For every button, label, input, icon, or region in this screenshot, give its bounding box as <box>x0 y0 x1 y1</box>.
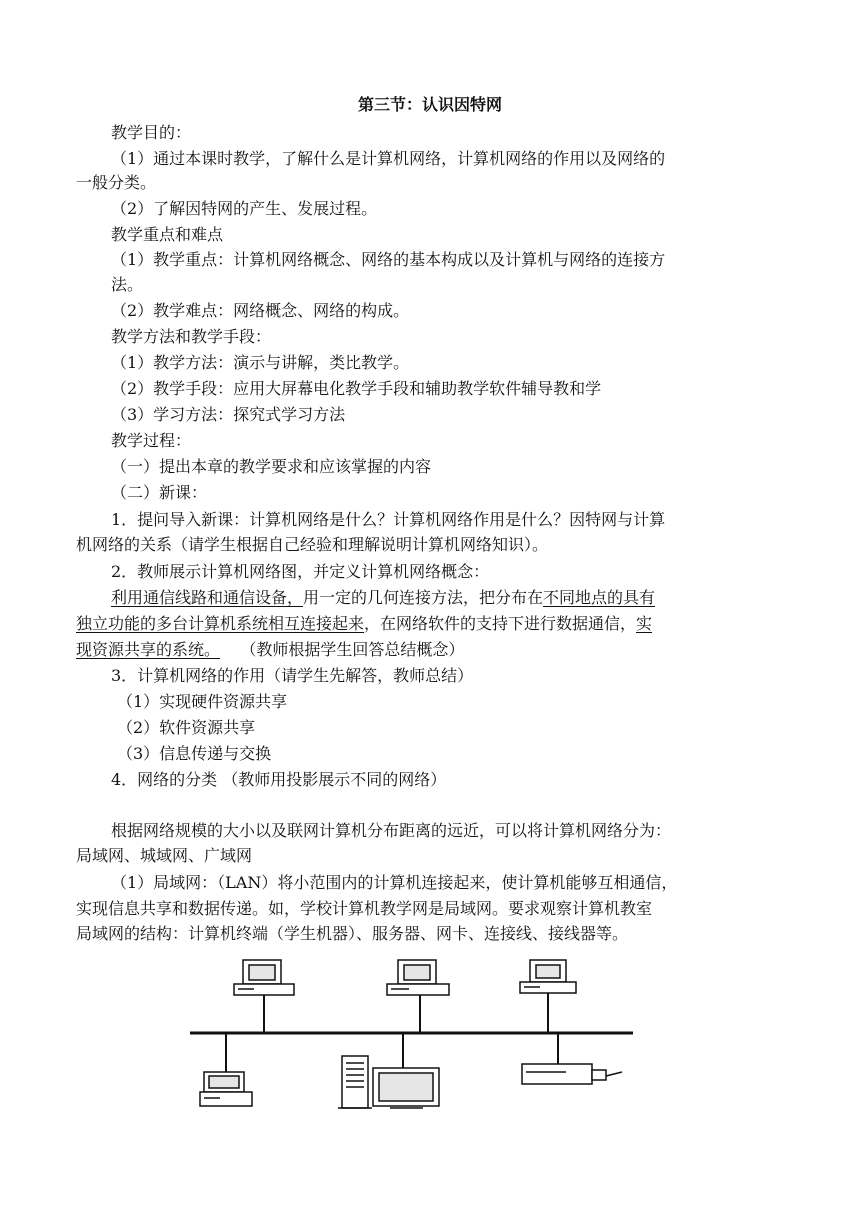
text-line: （1）教学方法：演示与讲解，类比教学。 <box>111 353 410 372</box>
text-line: 4．网络的分类 （教师用投影展示不同的网络） <box>111 770 447 789</box>
text-line: （3）信息传递与交换 <box>117 744 272 763</box>
section-title: 第三节：认识因特网 <box>357 95 502 114</box>
text-line: （2）软件资源共享 <box>117 718 256 737</box>
text-line: 教学方法和教学手段： <box>111 327 272 346</box>
monitor-icon <box>373 1068 439 1108</box>
definition-underline: 不同地点的具有 <box>543 588 656 607</box>
definition-underline: 独立功能的多台计算机系统相互连接起来 <box>76 614 365 633</box>
text-line: 3．计算机网络的作用（请学生先解答，教师总结） <box>111 666 474 685</box>
definition-underline: 利用通信线路和通信设备， <box>111 588 304 607</box>
server-icon <box>338 1056 372 1108</box>
text-line: （2）教学难点：网络概念、网络的构成。 <box>111 301 410 320</box>
text-line: （一）提出本章的教学要求和应该掌握的内容 <box>111 457 432 476</box>
printer-icon <box>522 1064 622 1084</box>
computer-icon <box>387 960 449 995</box>
lan-network-diagram <box>180 950 650 1120</box>
text-line: （2）教学手段：应用大屏幕电化教学手段和辅助教学软件辅导教和学 <box>111 379 602 398</box>
text-line: 教学目的： <box>111 123 192 142</box>
text-line: 机网络的关系（请学生根据自己经验和理解说明计算机网络知识）。 <box>76 535 549 554</box>
text-line: （1）局域网：（LAN）将小范围内的计算机连接起来，使计算机能够互相通信， <box>111 873 678 892</box>
text-line: 教学过程： <box>111 431 192 450</box>
text-line: （1）教学重点：计算机网络概念、网络的基本构成以及计算机与网络的连接方 <box>111 250 666 269</box>
text-line: 法。 <box>111 275 144 294</box>
text-line: 教学重点和难点 <box>111 225 224 244</box>
text-line: 根据网络规模的大小以及联网计算机分布距离的远近，可以将计算机网络分为： <box>111 821 672 840</box>
text-line: 2．教师展示计算机网络图，并定义计算机网络概念： <box>111 562 490 581</box>
definition-underline: 现资源共享的系统。 <box>76 640 221 659</box>
text-line: （2）了解因特网的产生、发展过程。 <box>111 199 378 218</box>
definition-line: 利用通信线路和通信设备，用一定的几何连接方法，把分布在不同地点的具有 <box>111 588 656 607</box>
definition-underline: 实 <box>636 614 653 633</box>
text-line: 局域网的结构：计算机终端（学生机器）、服务器、网卡、连接线、接线器等。 <box>76 924 629 943</box>
text-line: 一般分类。 <box>76 173 157 192</box>
computer-icon <box>200 1072 252 1106</box>
text-line: （1）通过本课时教学，了解什么是计算机网络，计算机网络的作用以及网络的 <box>111 149 666 168</box>
text-line: 实现信息共享和数据传递。如，学校计算机教学网是局域网。要求观察计算机教室 <box>76 899 653 918</box>
computer-icon <box>234 960 294 995</box>
text-line: （二）新课： <box>111 483 208 502</box>
text-line: （3）学习方法：探究式学习方法 <box>111 405 346 424</box>
text-line: 局域网、城域网、广域网 <box>76 846 253 865</box>
text-line: 1．提问导入新课：计算机网络是什么？计算机网络作用是什么？因特网与计算 <box>111 510 666 529</box>
definition-line: 独立功能的多台计算机系统相互连接起来，在网络软件的支持下进行数据通信，实 <box>76 614 653 633</box>
text-line: （1）实现硬件资源共享 <box>117 692 288 711</box>
computer-icon <box>520 960 576 993</box>
definition-line: 现资源共享的系统。 （教师根据学生回答总结概念） <box>76 640 465 659</box>
